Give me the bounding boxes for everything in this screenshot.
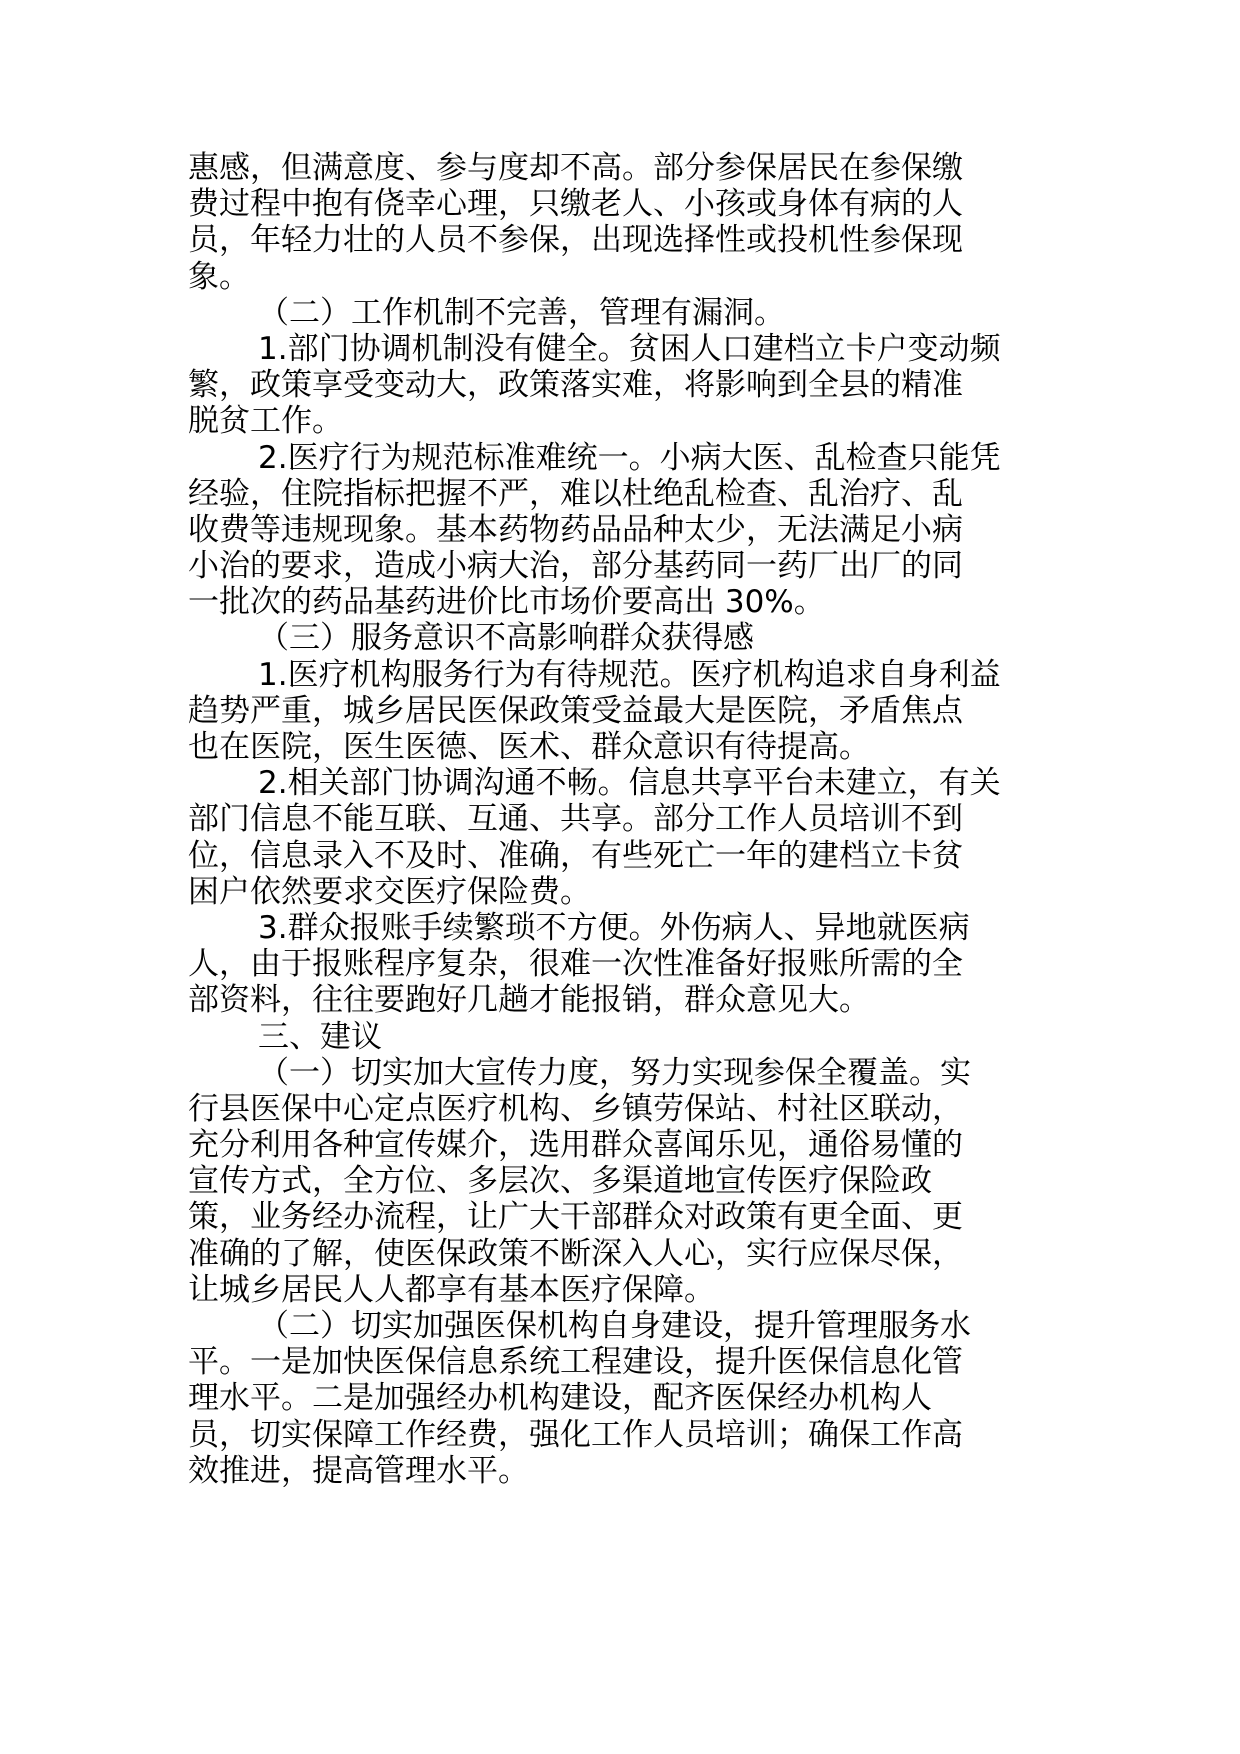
document-line: 位，信息录入不及时、准确，有些死亡一年的建档立卡贫 (188, 837, 963, 874)
document-line: 经验，住院指标把握不严，难以杜绝乱检查、乱治疗、乱 (188, 475, 963, 512)
document-line: 趋势严重，城乡居民医保政策受益最大是医院，矛盾焦点 (188, 692, 963, 729)
document-line: （三）服务意识不高影响群众获得感 (258, 620, 754, 657)
document-line: 人，由于报账程序复杂，很难一次性准备好报账所需的全 (188, 946, 963, 983)
document-line: 员，切实保障工作经费，强化工作人员培训；确保工作高 (188, 1416, 963, 1453)
document-line: 效推进，提高管理水平。 (188, 1452, 529, 1489)
document-line: 充分利用各种宣传媒介，选用群众喜闻乐见，通俗易懂的 (188, 1127, 963, 1164)
document-line: 也在医院，医生医德、医术、群众意识有待提高。 (188, 729, 870, 765)
document-line: 行县医保中心定点医疗机构、乡镇劳保站、村社区联动， (188, 1090, 963, 1127)
document-line: 繁，政策享受变动大，政策落实难，将影响到全县的精准 (188, 367, 963, 404)
document-line: （二）切实加强医保机构自身建设，提升管理服务水 (258, 1308, 971, 1344)
document-line: 小治的要求，造成小病大治，部分基药同一药厂出厂的同 (188, 548, 963, 585)
document-line: 策，业务经办流程，让广大干部群众对政策有更全面、更 (188, 1199, 963, 1236)
document-line: 1.部门协调机制没有健全。贫困人口建档立卡户变动频 (258, 330, 1001, 367)
document-line: 平。一是加快医保信息系统工程建设，提升医保信息化管 (188, 1344, 963, 1381)
document-line: 部资料，往往要跑好几趟才能报销，群众意见大。 (188, 982, 870, 1019)
document-line: 1.医疗机构服务行为有待规范。医疗机构追求自身利益 (258, 656, 1001, 693)
document-line: 理水平。二是加强经办机构建设，配齐医保经办机构人 (188, 1380, 932, 1417)
document-line: 费过程中抱有侥幸心理，只缴老人、小孩或身体有病的人 (188, 186, 963, 223)
document-line: 部门信息不能互联、互通、共享。部分工作人员培训不到 (188, 801, 963, 838)
document-line: 三、建议 (258, 1018, 382, 1055)
document-body (188, 150, 1068, 1489)
document-line: 一批次的药品基药进价比市场价要高出 30%。 (188, 584, 825, 621)
document-line: （二）工作机制不完善，管理有漏洞。 (258, 294, 785, 331)
document-line: 脱贫工作。 (188, 403, 343, 440)
document-line: （一）切实加大宣传力度，努力实现参保全覆盖。实 (258, 1054, 971, 1091)
document-line: 象。 (188, 258, 250, 295)
document-line: 准确的了解，使医保政策不断深入人心，实行应保尽保， (188, 1235, 963, 1272)
document-line: 收费等违规现象。基本药物药品品种太少，无法满足小病 (188, 511, 963, 548)
document-line: 让城乡居民人人都享有基本医疗保障。 (188, 1271, 715, 1308)
document-line: 2.医疗行为规范标准难统一。小病大医、乱检查只能凭 (258, 439, 1001, 476)
document-line: 3.群众报账手续繁琐不方便。外伤病人、异地就医病 (258, 909, 970, 946)
document-line: 惠感，但满意度、参与度却不高。部分参保居民在参保缴 (188, 150, 963, 186)
document-line: 困户依然要求交医疗保险费。 (188, 873, 591, 910)
document-line: 员，年轻力壮的人员不参保，出现选择性或投机性参保现 (188, 222, 963, 259)
document-line: 宣传方式，全方位、多层次、多渠道地宣传医疗保险政 (188, 1163, 932, 1200)
document-line: 2.相关部门协调沟通不畅。信息共享平台未建立，有关 (258, 765, 1001, 802)
